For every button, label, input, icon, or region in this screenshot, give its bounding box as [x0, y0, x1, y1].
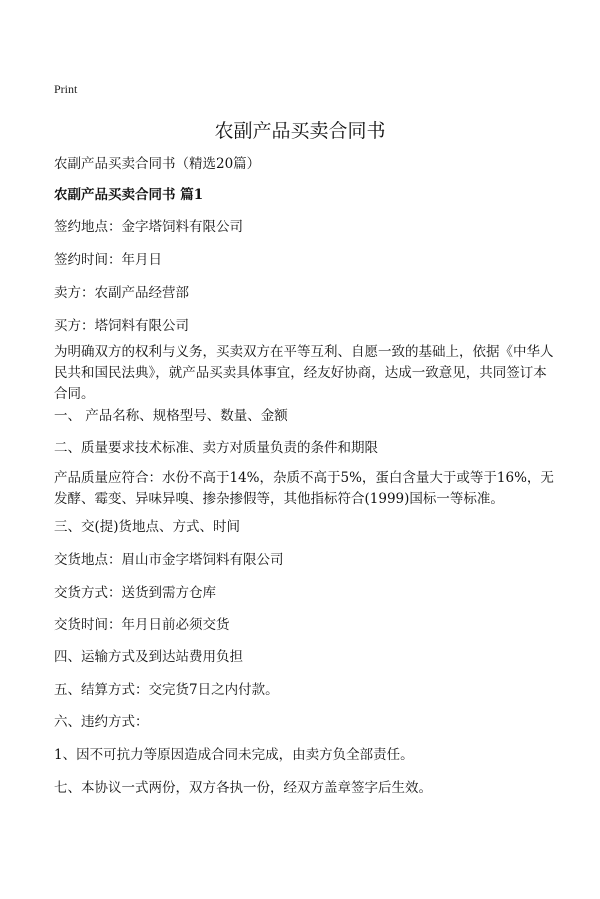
clause-4: 四、运输方式及到达站费用负担 — [54, 649, 243, 665]
delivery-place-line: 交货地点：眉山市金字塔饲料有限公司 — [54, 552, 284, 568]
breach-item-1: 1、因不可抗力等原因造成合同未完成，由卖方负全部责任。 — [54, 747, 414, 763]
clause-3: 三、交(提)货地点、方式、时间 — [54, 519, 241, 535]
print-label: Print — [54, 82, 78, 96]
section-heading: 农副产品买卖合同书 篇1 — [54, 187, 204, 203]
sign-time-line: 签约时间：年月日 — [54, 252, 162, 268]
intro-paragraph: 为明确双方的权利与义务，买卖双方在平等互利、自愿一致的基础上，依据《中华人民共和国民法典》，就产品买卖具体事宜，经友好协商，达成一致意见，共同签订本合同。 — [54, 344, 554, 402]
quality-paragraph: 产品质量应符合：水份不高于14%，杂质不高于5%，蛋白含量大于或等于16%，无发酵、霉变、异味异嗅、掺杂掺假等，其他指标符合(1999)国标一等标准。 — [54, 470, 554, 507]
delivery-time-line: 交货时间：年月日前必须交货 — [54, 617, 230, 633]
clause-5: 五、结算方式：交完货7日之内付款。 — [54, 682, 279, 698]
page-title: 农副产品买卖合同书 — [214, 120, 386, 142]
seller-line: 卖方：农副产品经营部 — [54, 285, 189, 301]
clause-7: 七、本协议一式两份，双方各执一份，经双方盖章签字后生效。 — [54, 780, 432, 796]
delivery-method-line: 交货方式：送货到需方仓库 — [54, 585, 216, 601]
clause-6: 六、违约方式： — [54, 714, 149, 730]
clause-1: 一、 产品名称、规格型号、数量、金额 — [54, 408, 288, 424]
buyer-line: 买方：塔饲料有限公司 — [54, 318, 189, 334]
clause-2: 二、质量要求技术标准、卖方对质量负责的条件和期限 — [54, 440, 378, 456]
sign-place-line: 签约地点：金字塔饲料有限公司 — [54, 219, 243, 235]
document-subtitle: 农副产品买卖合同书（精选20篇） — [54, 156, 261, 172]
